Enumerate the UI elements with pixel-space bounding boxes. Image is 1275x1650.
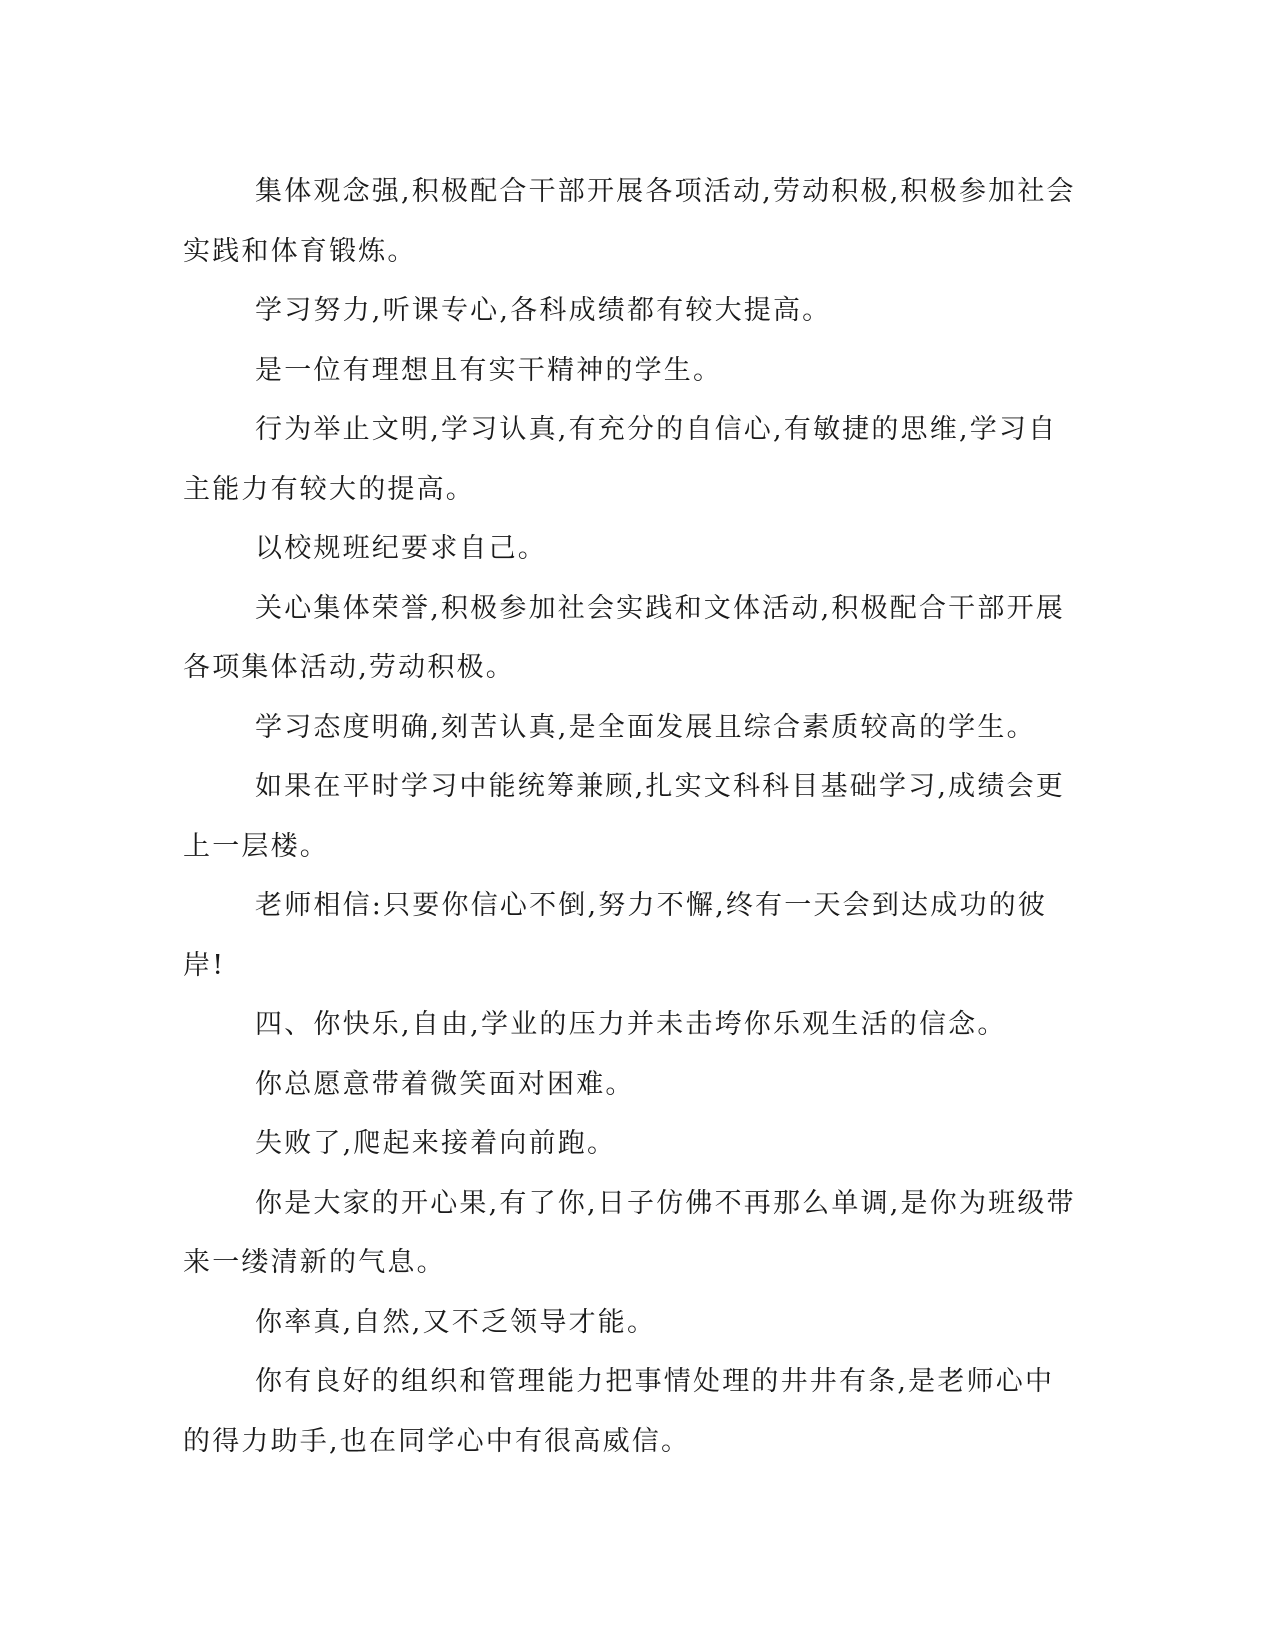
paragraph: 你有良好的组织和管理能力把事情处理的井井有条,是老师心中的得力助手,也在同学心中有很高威信。 — [183, 1366, 1055, 1457]
paragraph: 学习态度明确,刻苦认真,是全面发展且综合素质较高的学生。 — [255, 711, 1036, 743]
paragraph: 集体观念强,积极配合干部开展各项活动,劳动积极,积极参加社会实践和体育锻炼。 — [183, 176, 1076, 267]
paragraph: 行为举止文明,学习认真,有充分的自信心,有敏捷的思维,学习自主能力有较大的提高。 — [183, 414, 1058, 505]
paragraph: 关心集体荣誉,积极参加社会实践和文体活动,积极配合干部开展各项集体活动,劳动积极。 — [183, 592, 1065, 683]
paragraph: 以校规班纪要求自己。 — [255, 533, 547, 564]
paragraph: 如果在平时学习中能统筹兼顾,扎实文科科目基础学习,成绩会更上一层楼。 — [183, 771, 1065, 862]
paragraph: 你率真,自然,又不乏领导才能。 — [255, 1306, 657, 1338]
paragraph: 是一位有理想且有实干精神的学生。 — [255, 354, 723, 386]
paragraph: 四、你快乐,自由,学业的压力并未击垮你乐观生活的信念。 — [255, 1009, 1007, 1040]
paragraph: 你是大家的开心果,有了你,日子仿佛不再那么单调,是你为班级带来一缕清新的气息。 — [183, 1187, 1076, 1278]
paragraph: 失败了,爬起来接着向前跑。 — [255, 1128, 617, 1159]
paragraph: 老师相信:只要你信心不倒,努力不懈,终有一天会到达成功的彼岸! — [183, 890, 1048, 981]
paragraph: 你总愿意带着微笑面对困难。 — [255, 1068, 635, 1100]
document-body — [183, 162, 1083, 1471]
paragraph: 学习努力,听课专心,各科成绩都有较大提高。 — [255, 295, 832, 326]
